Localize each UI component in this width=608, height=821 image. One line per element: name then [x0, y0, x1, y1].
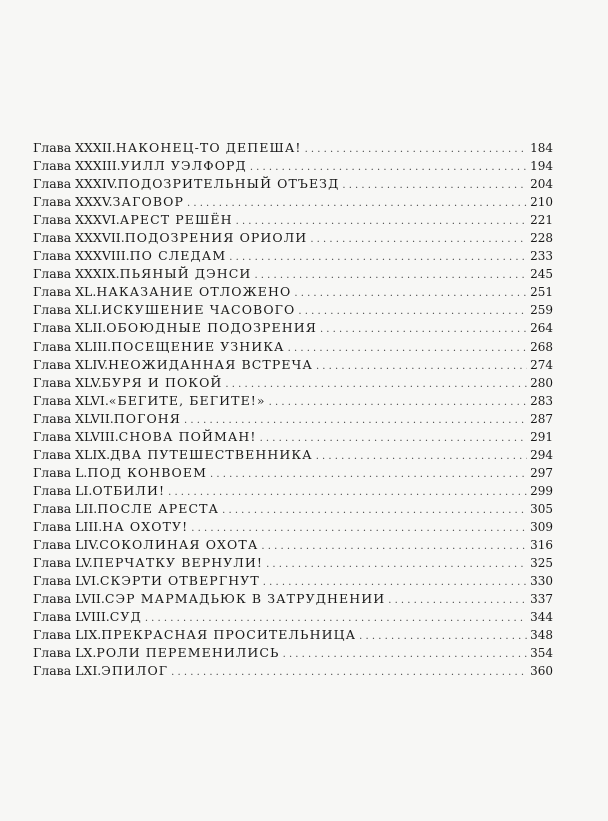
dot-leader [288, 338, 527, 358]
page-number: 280 [530, 375, 553, 390]
page-number: 259 [530, 303, 553, 318]
dot-leader [260, 428, 528, 448]
chapter-label: Глава LXI. [33, 663, 102, 679]
toc-entry [33, 554, 553, 572]
page-number: 274 [530, 357, 553, 372]
chapter-title: НАКАЗАНИЕ ОТЛОЖЕНО [96, 284, 292, 300]
chapter-title: ПЕРЧАТКУ ВЕРНУЛИ! [92, 555, 264, 571]
dot-leader [254, 265, 527, 285]
page-number: 283 [530, 393, 553, 408]
toc-entry [33, 175, 553, 193]
toc-entry [33, 247, 553, 265]
page-number: 330 [530, 574, 553, 589]
chapter-title: «БЕГИТЕ, БЕГИТЕ!» [108, 392, 266, 408]
chapter-title: СОКОЛИНАЯ ОХОТА [99, 537, 259, 553]
toc-entry [33, 229, 553, 247]
chapter-title: ПОДОЗРИТЕЛЬНЫЙ ОТЪЕЗД [117, 176, 340, 192]
toc-entry [33, 139, 553, 157]
dot-leader [187, 193, 527, 213]
chapter-title: СЭР МАРМАДЬЮК В ЗАТРУДНЕНИИ [104, 591, 386, 607]
dot-leader [184, 410, 527, 430]
chapter-label: Глава XLIV. [33, 356, 109, 372]
chapter-label: Глава XXXIV. [33, 176, 118, 192]
page-number: 294 [530, 447, 553, 462]
table-of-contents [33, 139, 553, 680]
dot-leader [305, 139, 528, 159]
page-number: 264 [530, 321, 553, 336]
dot-leader [316, 446, 527, 466]
chapter-label: Глава LV. [33, 555, 93, 571]
chapter-title: ДВА ПУТЕШЕСТВЕННИКА [110, 446, 313, 462]
dot-leader [191, 518, 527, 538]
page-number: 210 [530, 195, 553, 210]
toc-entry [33, 590, 553, 608]
page-number: 305 [530, 501, 553, 516]
chapter-title: ОТБИЛИ! [92, 482, 166, 498]
chapter-title: ПОДОЗРЕНИЯ ОРИОЛИ [124, 230, 308, 246]
chapter-label: Глава LIX. [33, 627, 102, 643]
dot-leader [168, 482, 527, 502]
chapter-title: ЗАГОВОР [112, 194, 184, 210]
dot-leader [316, 356, 527, 376]
page-number: 344 [530, 610, 553, 625]
chapter-title: НАКОНЕЦ-ТО ДЕПЕША! [115, 140, 302, 155]
chapter-title: ПРЕКРАСНАЯ ПРОСИТЕЛЬНИЦА [101, 627, 357, 643]
page-number: 287 [530, 411, 553, 426]
chapter-label: Глава LII. [33, 500, 98, 516]
chapter-title: УИЛЛ УЭЛФОРД [120, 158, 247, 174]
chapter-label: Глава XXXIX. [33, 266, 120, 282]
toc-entry [33, 410, 553, 428]
chapter-label: Глава XLVI. [33, 392, 109, 408]
chapter-label: Глава LVI. [33, 573, 100, 589]
chapter-label: Глава XL. [33, 284, 97, 300]
toc-entry [33, 482, 553, 500]
dot-leader [342, 175, 527, 195]
dot-leader [171, 662, 527, 682]
dot-leader [250, 157, 527, 177]
page-number: 325 [530, 556, 553, 571]
dot-leader [294, 283, 527, 303]
chapter-label: Глава XXXVIII. [33, 248, 130, 264]
dot-leader [320, 319, 527, 339]
chapter-label: Глава XLIX. [33, 446, 111, 462]
page-number: 299 [530, 483, 553, 498]
dot-leader [359, 626, 527, 646]
dot-leader [229, 247, 527, 267]
chapter-label: Глава XLVII. [33, 410, 114, 426]
chapter-title: ПЬЯНЫЙ ДЭНСИ [119, 266, 252, 282]
page-number: 309 [530, 519, 553, 534]
dot-leader [225, 374, 527, 394]
page-number: 337 [530, 592, 553, 607]
dot-leader [388, 590, 527, 610]
chapter-title: СУД [109, 609, 142, 625]
page-number: 297 [530, 465, 553, 480]
page-number: 233 [530, 249, 553, 264]
toc-entry [33, 428, 553, 446]
dot-leader [310, 229, 527, 249]
page-number: 228 [530, 231, 553, 246]
chapter-label: Глава L. [33, 464, 88, 480]
toc-entry [33, 518, 553, 536]
toc-entry [33, 500, 553, 518]
page-number: 316 [530, 538, 553, 553]
toc-entry [33, 157, 553, 175]
chapter-title: ПОГОНЯ [113, 410, 182, 426]
chapter-label: Глава XXXIII. [33, 158, 121, 174]
page-number: 354 [530, 646, 553, 661]
chapter-title: НА ОХОТУ! [102, 518, 189, 534]
chapter-label: Глава XLII. [33, 320, 107, 336]
page-number: 268 [530, 339, 553, 354]
dot-leader [210, 464, 527, 484]
chapter-label: Глава LVIII. [33, 609, 110, 625]
chapter-label: Глава XXXII. [33, 140, 116, 155]
chapter-title: ПОСЕЩЕНИЕ УЗНИКА [111, 338, 285, 354]
chapter-title: БУРЯ И ПОКОЙ [101, 374, 223, 390]
toc-entry [33, 283, 553, 301]
toc-entry [33, 608, 553, 626]
page-number: 348 [530, 628, 553, 643]
toc-entry [33, 446, 553, 464]
dot-leader [283, 644, 528, 664]
dot-leader [145, 608, 527, 628]
toc-entry [33, 338, 553, 356]
chapter-label: Глава LVII. [33, 591, 105, 607]
toc-entry [33, 662, 553, 680]
chapter-title: СКЭРТИ ОТВЕРГНУТ [99, 573, 260, 589]
toc-entry [33, 356, 553, 374]
chapter-title: ПО СЛЕДАМ [129, 248, 227, 264]
page-number: 245 [530, 267, 553, 282]
page-number: 360 [530, 664, 553, 679]
dot-leader [261, 536, 527, 556]
chapter-label: Глава XLIII. [33, 338, 112, 354]
chapter-title: ИСКУШЕНИЕ ЧАСОВОГО [101, 302, 296, 318]
chapter-title: РОЛИ ПЕРЕМЕНИЛИСЬ [96, 645, 280, 661]
toc-entry [33, 392, 553, 410]
page-number: 194 [530, 159, 553, 174]
chapter-label: Глава XLV. [33, 374, 102, 390]
chapter-title: НЕОЖИДАННАЯ ВСТРЕЧА [108, 356, 313, 372]
toc-entry [33, 193, 553, 211]
chapter-label: Глава LIII. [33, 518, 103, 534]
page-number: 251 [530, 285, 553, 300]
toc-entry [33, 644, 553, 662]
chapter-title: ЭПИЛОГ [101, 663, 169, 679]
toc-entry [33, 536, 553, 554]
page-number: 291 [530, 429, 553, 444]
dot-leader [263, 572, 527, 592]
chapter-label: Глава XXXV. [33, 194, 113, 210]
dot-leader [298, 301, 527, 321]
chapter-title: ОБОЮДНЫЕ ПОДОЗРЕНИЯ [106, 320, 317, 336]
toc-entry [33, 301, 553, 319]
chapter-title: ПОСЛЕ АРЕСТА [97, 500, 220, 516]
toc-entry [33, 319, 553, 337]
chapter-label: Глава XXXVII. [33, 230, 125, 246]
page-number: 221 [530, 213, 553, 228]
toc-entry [33, 572, 553, 590]
dot-leader [266, 554, 527, 574]
toc-entry [33, 265, 553, 283]
toc-entry [33, 374, 553, 392]
dot-leader [269, 392, 527, 412]
toc-entry [33, 211, 553, 229]
chapter-title: АРЕСТ РЕШЁН [119, 212, 233, 228]
page-number: 184 [530, 141, 553, 155]
dot-leader [222, 500, 527, 520]
chapter-label: Глава LX. [33, 645, 97, 661]
chapter-label: Глава XLVIII. [33, 428, 119, 444]
chapter-label: Глава LIV. [33, 537, 100, 553]
dot-leader [236, 211, 528, 231]
chapter-title: ПОД КОНВОЕМ [87, 464, 207, 480]
toc-entry [33, 464, 553, 482]
chapter-label: Глава XXXVI. [33, 212, 120, 228]
toc-entry [33, 626, 553, 644]
chapter-label: Глава XLI. [33, 302, 102, 318]
page-number: 204 [530, 177, 553, 192]
chapter-title: СНОВА ПОЙМАН! [118, 428, 257, 444]
chapter-label: Глава LI. [33, 482, 93, 498]
